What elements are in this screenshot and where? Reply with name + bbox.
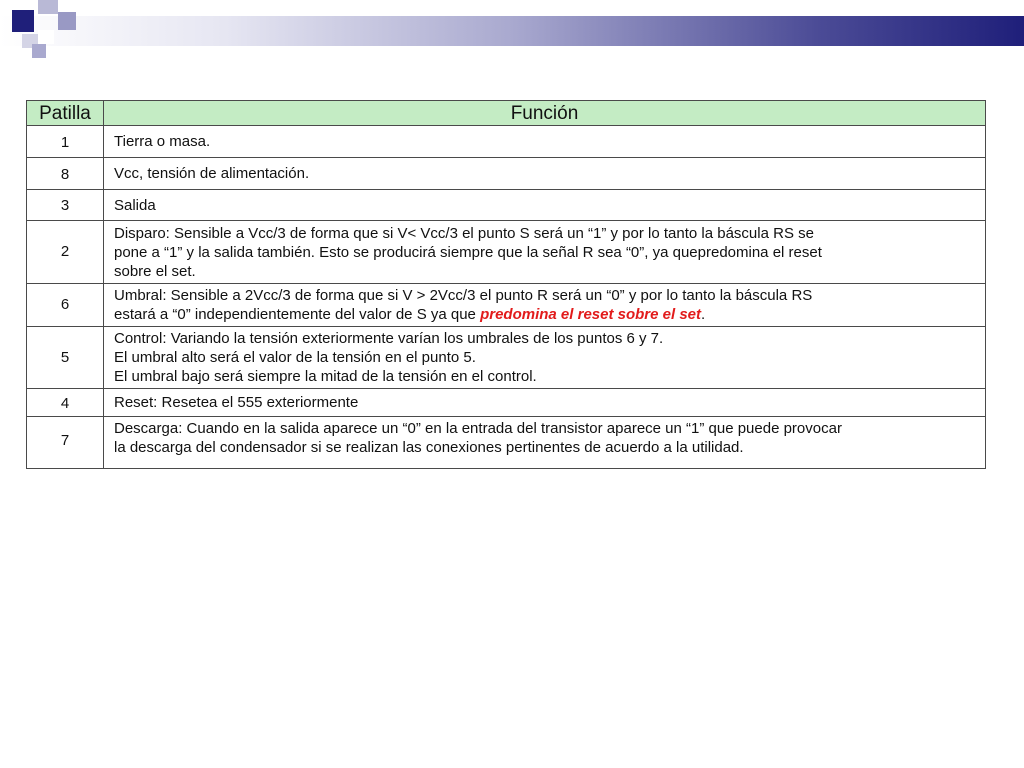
table-row — [27, 221, 986, 284]
header-patilla: Patilla — [27, 101, 104, 126]
pin-function — [104, 284, 986, 327]
function-line: Disparo: Sensible a Vcc/3 de forma que si V< Vcc/3 el punto S será un “1” y por lo tanto la báscula RS se — [114, 224, 814, 242]
pin-function — [104, 158, 986, 190]
pin-function — [104, 327, 986, 389]
pin-number: 8 — [27, 158, 104, 190]
header-funcion: Función — [104, 101, 986, 126]
table-row — [27, 284, 986, 327]
function-line: El umbral bajo será siempre la mitad de la tensión en el control. — [114, 368, 537, 385]
pin-number: 5 — [27, 327, 104, 389]
table-row — [27, 158, 986, 190]
pin-function-table — [26, 100, 986, 469]
table-row — [27, 190, 986, 221]
function-line — [114, 305, 975, 324]
table-row — [27, 389, 986, 417]
function-line: la descarga del condensador si se realizan las conexiones pertinentes de acuerdo a la utilidad. — [114, 439, 744, 456]
table-row — [27, 417, 986, 469]
function-line: Descarga: Cuando en la salida aparece un “0” en la entrada del transistor aparece un “1” que puede provocar — [114, 420, 842, 437]
pin-number: 4 — [27, 389, 104, 417]
decor-square — [12, 10, 34, 32]
decor-square — [38, 30, 54, 44]
table-header-row — [27, 101, 986, 126]
function-line: pone a “1” y la salida también. Esto se producirá siempre que la señal R sea “0”, ya quepredomina el reset — [114, 243, 822, 261]
function-text: estará a “0” independientemente del valor de S ya que — [114, 306, 481, 323]
pin-number: 7 — [27, 417, 104, 469]
pin-function — [104, 126, 986, 158]
pin-function — [104, 190, 986, 221]
function-line: El umbral alto será el valor de la tensión en el punto 5. — [114, 349, 476, 366]
pin-number: 2 — [27, 221, 104, 284]
function-line: Umbral: Sensible a 2Vcc/3 de forma que si V > 2Vcc/3 el punto R será un “0” y por lo tanto la báscula RS — [114, 287, 813, 304]
pin-function — [104, 389, 986, 417]
function-line: Salida — [114, 196, 156, 214]
table-row — [27, 327, 986, 389]
pin-function — [104, 417, 986, 469]
decor-square — [38, 0, 58, 14]
function-line: Vcc, tensión de alimentación. — [114, 165, 310, 182]
decor-square — [58, 12, 76, 30]
function-text: . — [701, 306, 706, 323]
gradient-band — [0, 16, 1024, 46]
function-line: Reset: Resetea el 555 exteriormente — [114, 394, 359, 411]
pin-number: 6 — [27, 284, 104, 327]
table-row — [27, 126, 986, 158]
pin-function — [104, 221, 986, 284]
function-line: sobre el set. — [114, 262, 196, 280]
decor-square — [32, 44, 46, 58]
pin-number: 1 — [27, 126, 104, 158]
pin-number: 3 — [27, 190, 104, 221]
function-line: Tierra o masa. — [114, 133, 211, 150]
highlight-text: predomina el reset sobre el set — [480, 306, 701, 323]
function-line: Control: Variando la tensión exteriormente varían los umbrales de los puntos 6 y 7. — [114, 330, 664, 347]
